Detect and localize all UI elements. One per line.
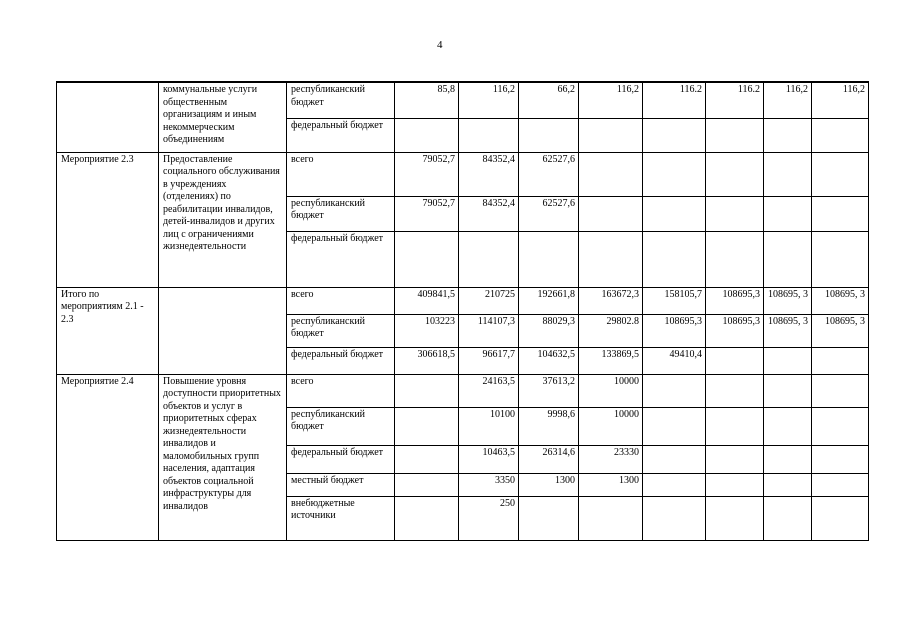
value-cell: 210725 (459, 287, 519, 314)
value-cell (764, 196, 812, 231)
value-cell (519, 118, 579, 152)
value-cell (706, 407, 764, 445)
value-cell: 250 (459, 496, 519, 540)
value-cell: 88029,3 (519, 314, 579, 347)
description-cell: коммунальные услуги общественным организациям и иным некоммерческим объединениям (159, 82, 287, 152)
description-cell: Предоставление социального обслуживания в учреждениях (отделениях) по реабилитации инвалидов, детей-инвалидов и других лиц с ограничениями жизнедеятельности (159, 152, 287, 287)
value-cell (764, 445, 812, 473)
funding-source-cell: республиканский бюджет (287, 82, 395, 118)
funding-source-cell: республиканский бюджет (287, 196, 395, 231)
value-cell: 10463,5 (459, 445, 519, 473)
value-cell: 158105,7 (643, 287, 706, 314)
value-cell: 62527,6 (519, 152, 579, 196)
value-cell (579, 231, 643, 287)
table-row (57, 82, 869, 118)
funding-source-cell: всего (287, 374, 395, 407)
funding-source-cell: республиканский бюджет (287, 407, 395, 445)
value-cell: 10000 (579, 374, 643, 407)
value-cell (812, 407, 869, 445)
value-cell: 103223 (395, 314, 459, 347)
funding-source-cell: федеральный бюджет (287, 347, 395, 374)
value-cell (643, 445, 706, 473)
budget-table (56, 81, 869, 541)
value-cell (395, 496, 459, 540)
value-cell: 37613,2 (519, 374, 579, 407)
value-cell: 192661,8 (519, 287, 579, 314)
value-cell (579, 118, 643, 152)
value-cell: 108695,3 (643, 314, 706, 347)
value-cell (764, 347, 812, 374)
value-cell (812, 231, 869, 287)
value-cell (579, 196, 643, 231)
value-cell: 10000 (579, 407, 643, 445)
funding-source-cell: республиканский бюджет (287, 314, 395, 347)
value-cell (643, 231, 706, 287)
value-cell: 85,8 (395, 82, 459, 118)
measure-cell (57, 82, 159, 152)
value-cell (764, 496, 812, 540)
value-cell (764, 152, 812, 196)
value-cell (579, 496, 643, 540)
table-row (57, 287, 869, 314)
value-cell: 79052,7 (395, 152, 459, 196)
value-cell: 116,2 (812, 82, 869, 118)
value-cell (643, 496, 706, 540)
value-cell: 108695, 3 (812, 287, 869, 314)
value-cell (706, 496, 764, 540)
value-cell: 133869,5 (579, 347, 643, 374)
funding-source-cell: всего (287, 287, 395, 314)
value-cell: 84352,4 (459, 196, 519, 231)
value-cell: 96617,7 (459, 347, 519, 374)
value-cell (706, 347, 764, 374)
funding-source-cell: федеральный бюджет (287, 118, 395, 152)
value-cell: 108695, 3 (812, 314, 869, 347)
value-cell (812, 445, 869, 473)
value-cell (764, 118, 812, 152)
value-cell (812, 118, 869, 152)
value-cell (643, 152, 706, 196)
value-cell (764, 231, 812, 287)
value-cell (643, 407, 706, 445)
funding-source-cell: местный бюджет (287, 473, 395, 496)
value-cell (706, 445, 764, 473)
value-cell (812, 473, 869, 496)
value-cell: 116,2 (764, 82, 812, 118)
value-cell (643, 374, 706, 407)
value-cell (395, 473, 459, 496)
value-cell (812, 152, 869, 196)
value-cell (812, 496, 869, 540)
value-cell: 3350 (459, 473, 519, 496)
value-cell (764, 473, 812, 496)
value-cell (706, 473, 764, 496)
table-row (57, 152, 869, 196)
value-cell (706, 118, 764, 152)
value-cell (706, 231, 764, 287)
value-cell: 116.2 (643, 82, 706, 118)
value-cell (395, 407, 459, 445)
value-cell (764, 374, 812, 407)
value-cell: 9998,6 (519, 407, 579, 445)
value-cell: 409841,5 (395, 287, 459, 314)
value-cell: 23330 (579, 445, 643, 473)
value-cell (706, 152, 764, 196)
value-cell: 108695,3 (706, 314, 764, 347)
page-number: 4 (437, 39, 443, 51)
value-cell: 29802.8 (579, 314, 643, 347)
value-cell: 1300 (579, 473, 643, 496)
value-cell (459, 231, 519, 287)
value-cell (395, 374, 459, 407)
value-cell (706, 374, 764, 407)
measure-cell: Мероприятие 2.3 (57, 152, 159, 287)
value-cell: 1300 (519, 473, 579, 496)
value-cell (519, 496, 579, 540)
value-cell: 104632,5 (519, 347, 579, 374)
value-cell (643, 473, 706, 496)
value-cell: 114107,3 (459, 314, 519, 347)
value-cell: 108695, 3 (764, 287, 812, 314)
value-cell: 108695, 3 (764, 314, 812, 347)
value-cell: 116,2 (579, 82, 643, 118)
value-cell: 10100 (459, 407, 519, 445)
value-cell: 66,2 (519, 82, 579, 118)
funding-source-cell: федеральный бюджет (287, 231, 395, 287)
value-cell (519, 231, 579, 287)
value-cell: 24163,5 (459, 374, 519, 407)
value-cell (395, 118, 459, 152)
description-cell: Повышение уровня доступности приоритетных объектов и услуг в приоритетных сферах жизнедеятельности инвалидов и маломобильных групп населения, адаптация объектов социальной инфраструктуры для инвалидов (159, 374, 287, 540)
measure-cell: Итого по мероприятиям 2.1 - 2.3 (57, 287, 159, 374)
value-cell (643, 196, 706, 231)
funding-source-cell: внебюджетные источники (287, 496, 395, 540)
value-cell: 116.2 (706, 82, 764, 118)
funding-source-cell: всего (287, 152, 395, 196)
value-cell: 108695,3 (706, 287, 764, 314)
value-cell (643, 118, 706, 152)
value-cell: 26314,6 (519, 445, 579, 473)
value-cell: 49410,4 (643, 347, 706, 374)
funding-source-cell: федеральный бюджет (287, 445, 395, 473)
description-cell (159, 287, 287, 374)
value-cell (812, 374, 869, 407)
value-cell: 163672,3 (579, 287, 643, 314)
value-cell (395, 231, 459, 287)
value-cell (706, 196, 764, 231)
value-cell: 116,2 (459, 82, 519, 118)
value-cell: 62527,6 (519, 196, 579, 231)
table-row (57, 374, 869, 407)
value-cell (579, 152, 643, 196)
measure-cell: Мероприятие 2.4 (57, 374, 159, 540)
value-cell (395, 445, 459, 473)
value-cell: 79052,7 (395, 196, 459, 231)
value-cell (459, 118, 519, 152)
value-cell: 306618,5 (395, 347, 459, 374)
value-cell: 84352,4 (459, 152, 519, 196)
value-cell (764, 407, 812, 445)
value-cell (812, 196, 869, 231)
value-cell (812, 347, 869, 374)
